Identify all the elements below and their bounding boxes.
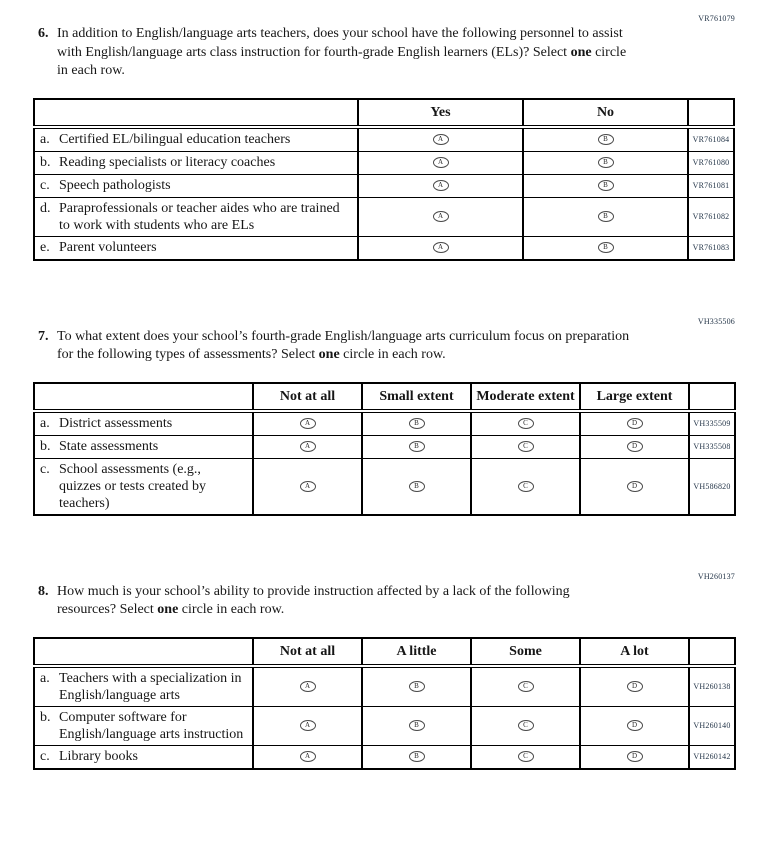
answer-cell <box>580 666 689 707</box>
answer-circle-b[interactable] <box>409 418 425 429</box>
stub-header <box>34 99 358 127</box>
row-code: VH335508 <box>689 435 735 458</box>
row-label-cell <box>34 458 253 515</box>
question-prompt <box>38 25 630 81</box>
row-code: VH335509 <box>689 411 735 436</box>
answer-cell <box>471 411 580 436</box>
row-letter: b. <box>40 709 51 725</box>
answer-letter: C <box>523 752 528 761</box>
code-line <box>0 8 758 23</box>
answer-cell <box>362 666 471 707</box>
answer-cell <box>253 666 362 707</box>
answer-circle-a[interactable] <box>300 751 316 762</box>
answer-cell <box>523 236 688 260</box>
question-text <box>57 25 630 81</box>
answer-letter: D <box>631 481 638 490</box>
question-6-section <box>0 8 758 261</box>
answer-circle-b[interactable] <box>598 180 614 191</box>
row-label: School assessments (e.g., quizzes or tests created by teachers) <box>59 461 206 511</box>
answer-circle-c[interactable] <box>518 481 534 492</box>
row-label-cell <box>34 174 358 197</box>
row-letter: a. <box>40 132 50 147</box>
column-header: Not at all <box>253 383 362 411</box>
row-label: Certified EL/bilingual education teachers <box>59 132 291 147</box>
question-text-post: circle in each row. <box>57 44 627 78</box>
answer-letter: B <box>603 181 608 190</box>
row-label: Teachers with a specialization in English/language arts <box>59 670 242 703</box>
answer-cell <box>471 745 580 769</box>
answer-circle-b[interactable] <box>409 481 425 492</box>
answer-cell <box>523 127 688 152</box>
row-letter: c. <box>40 749 50 764</box>
answer-cell <box>471 458 580 515</box>
answer-circle-b[interactable] <box>598 211 614 222</box>
question-number: 6. <box>38 26 49 41</box>
row-code: VR761082 <box>688 197 734 236</box>
answer-cell <box>358 197 523 236</box>
answer-letter: B <box>414 752 419 761</box>
answer-cell <box>362 745 471 769</box>
row-letter: c. <box>40 461 50 477</box>
answer-letter: A <box>304 419 311 428</box>
row-label: District assessments <box>59 416 173 431</box>
answer-letter: D <box>631 721 638 730</box>
question-prompt <box>38 328 630 365</box>
answer-cell <box>358 127 523 152</box>
answer-circle-d[interactable] <box>627 751 643 762</box>
answer-cell <box>580 458 689 515</box>
question-prompt <box>38 583 630 620</box>
column-header: A lot <box>580 638 689 666</box>
stub-header <box>34 638 253 666</box>
row-code: VH586820 <box>689 458 735 515</box>
question-8-section <box>0 566 758 770</box>
question-code: VH335506 <box>697 316 735 326</box>
column-header: A little <box>362 638 471 666</box>
answer-circle-a[interactable] <box>300 441 316 452</box>
row-label-cell <box>34 411 253 436</box>
answer-cell <box>471 666 580 707</box>
row-label: Library books <box>59 749 138 764</box>
answer-circle-c[interactable] <box>518 418 534 429</box>
answer-cell <box>253 745 362 769</box>
answer-circle-b[interactable] <box>598 242 614 253</box>
answer-circle-a[interactable] <box>433 180 449 191</box>
row-code: VH260140 <box>689 706 735 745</box>
table-row <box>34 706 735 745</box>
answer-cell <box>362 706 471 745</box>
answer-letter: A <box>437 212 444 221</box>
answer-letter: B <box>414 419 419 428</box>
answer-letter: A <box>437 181 444 190</box>
answer-cell <box>523 151 688 174</box>
answer-cell <box>580 745 689 769</box>
answer-circle-c[interactable] <box>518 441 534 452</box>
question-code: VH260137 <box>697 571 735 581</box>
question-7-section <box>0 311 758 516</box>
answer-circle-a[interactable] <box>433 242 449 253</box>
answer-letter: D <box>631 442 638 451</box>
answer-circle-b[interactable] <box>409 441 425 452</box>
answer-letter: A <box>437 158 444 167</box>
answer-circle-a[interactable] <box>300 681 316 692</box>
row-code: VH260138 <box>689 666 735 707</box>
row-label: Speech pathologists <box>59 178 171 193</box>
answer-letter: B <box>414 442 419 451</box>
row-code: VR761084 <box>688 127 734 152</box>
question-bold-word: one <box>318 347 340 362</box>
column-header: Some <box>471 638 580 666</box>
stub-header <box>34 383 253 411</box>
row-letter: b. <box>40 155 51 170</box>
header-row <box>34 638 735 666</box>
answer-cell <box>580 706 689 745</box>
response-table <box>33 98 735 261</box>
row-letter: b. <box>40 439 51 454</box>
question-text <box>57 328 630 365</box>
row-label-cell <box>34 706 253 745</box>
column-header: Not at all <box>253 638 362 666</box>
column-header: Large extent <box>580 383 689 411</box>
row-letter: a. <box>40 416 50 431</box>
answer-circle-d[interactable] <box>627 441 643 452</box>
row-label-cell <box>34 151 358 174</box>
table-row <box>34 435 735 458</box>
table-row <box>34 127 734 152</box>
answer-letter: D <box>631 419 638 428</box>
answer-cell <box>253 458 362 515</box>
question-text <box>57 583 630 620</box>
answer-cell <box>523 197 688 236</box>
row-label-cell <box>34 745 253 769</box>
answer-letter: B <box>414 721 419 730</box>
row-label-cell <box>34 127 358 152</box>
answer-circle-a[interactable] <box>300 418 316 429</box>
answer-letter: C <box>523 442 528 451</box>
question-bold-word: one <box>570 44 592 60</box>
code-line <box>0 566 758 581</box>
question-bold-word: one <box>157 602 179 617</box>
question-text-pre: How much is your school’s ability to provide instruction affected by a lack of the following resources? Select <box>57 583 570 617</box>
answer-circle-a[interactable] <box>433 157 449 168</box>
answer-letter: A <box>304 481 311 490</box>
answer-circle-b[interactable] <box>598 134 614 145</box>
question-number: 7. <box>38 328 49 344</box>
answer-circle-a[interactable] <box>433 211 449 222</box>
answer-circle-d[interactable] <box>627 418 643 429</box>
answer-circle-b[interactable] <box>409 681 425 692</box>
code-column-header <box>689 383 735 411</box>
answer-circle-b[interactable] <box>409 751 425 762</box>
code-column-header <box>688 99 734 127</box>
answer-cell <box>358 236 523 260</box>
column-header: No <box>523 99 688 127</box>
answer-letter: B <box>603 243 608 252</box>
answer-cell <box>580 411 689 436</box>
answer-letter: B <box>603 135 608 144</box>
answer-letter: A <box>304 442 311 451</box>
header-row <box>34 383 735 411</box>
row-label-cell <box>34 197 358 236</box>
answer-cell <box>253 435 362 458</box>
response-table <box>33 637 736 770</box>
table-row <box>34 411 735 436</box>
answer-cell <box>362 435 471 458</box>
row-label-cell <box>34 666 253 707</box>
code-line <box>0 311 758 326</box>
question-code: VR761079 <box>698 14 735 23</box>
row-letter: a. <box>40 670 50 686</box>
row-code: VR761080 <box>688 151 734 174</box>
answer-circle-d[interactable] <box>627 481 643 492</box>
answer-letter: B <box>414 682 419 691</box>
answer-letter: C <box>523 481 528 490</box>
answer-circle-a[interactable] <box>433 134 449 145</box>
row-label-cell <box>34 435 253 458</box>
answer-letter: D <box>631 682 638 691</box>
row-code: VR761083 <box>688 236 734 260</box>
row-label: Reading specialists or literacy coaches <box>59 155 276 170</box>
answer-letter: B <box>603 158 608 167</box>
answer-cell <box>253 411 362 436</box>
row-label: State assessments <box>59 439 159 454</box>
table-row <box>34 236 734 260</box>
answer-circle-a[interactable] <box>300 720 316 731</box>
answer-letter: C <box>523 721 528 730</box>
row-label: Computer software for English/language arts instruction <box>59 709 244 742</box>
answer-letter: D <box>631 752 638 761</box>
answer-letter: A <box>304 721 311 730</box>
row-label: Parent volunteers <box>59 240 157 255</box>
answer-cell <box>362 411 471 436</box>
row-code: VR761081 <box>688 174 734 197</box>
answer-circle-b[interactable] <box>409 720 425 731</box>
answer-letter: B <box>603 212 608 221</box>
answer-letter: B <box>414 481 419 490</box>
row-letter: c. <box>40 178 50 193</box>
answer-cell <box>523 174 688 197</box>
answer-circle-c[interactable] <box>518 681 534 692</box>
column-header: Small extent <box>362 383 471 411</box>
answer-circle-d[interactable] <box>627 720 643 731</box>
answer-letter: C <box>523 682 528 691</box>
question-number: 8. <box>38 583 49 599</box>
question-text-pre: To what extent does your school’s fourth-grade English/language arts curriculum focus on preparation for the following types of assessments? Select <box>57 328 630 362</box>
table-row <box>34 174 734 197</box>
answer-cell <box>471 435 580 458</box>
answer-cell <box>580 435 689 458</box>
answer-circle-d[interactable] <box>627 681 643 692</box>
answer-cell <box>362 458 471 515</box>
answer-circle-c[interactable] <box>518 720 534 731</box>
answer-cell <box>471 706 580 745</box>
answer-letter: A <box>437 135 444 144</box>
answer-circle-b[interactable] <box>598 157 614 168</box>
code-column-header <box>689 638 735 666</box>
answer-letter: A <box>437 243 444 252</box>
question-text-post: circle in each row. <box>339 347 446 362</box>
table-row <box>34 666 735 707</box>
row-letter: d. <box>40 200 51 216</box>
table-row <box>34 151 734 174</box>
table-row <box>34 197 734 236</box>
row-label-cell <box>34 236 358 260</box>
column-header: Yes <box>358 99 523 127</box>
column-header: Moderate extent <box>471 383 580 411</box>
table-row <box>34 745 735 769</box>
header-row <box>34 99 734 127</box>
question-text-post: circle in each row. <box>178 602 285 617</box>
response-table <box>33 382 736 516</box>
question-text-pre: In addition to English/language arts teachers, does your school have the following personnel to assist with English/language arts class instruction for fourth-grade English learners (ELs)? Select <box>57 26 623 60</box>
answer-cell <box>358 174 523 197</box>
answer-circle-a[interactable] <box>300 481 316 492</box>
row-label: Paraprofessionals or teacher aides who are trained to work with students who are ELs <box>59 200 340 233</box>
answer-circle-c[interactable] <box>518 751 534 762</box>
row-code: VH260142 <box>689 745 735 769</box>
answer-letter: A <box>304 752 311 761</box>
answer-cell <box>253 706 362 745</box>
table-row <box>34 458 735 515</box>
answer-letter: C <box>523 419 528 428</box>
answer-cell <box>358 151 523 174</box>
answer-letter: A <box>304 682 311 691</box>
row-letter: e. <box>40 240 50 255</box>
